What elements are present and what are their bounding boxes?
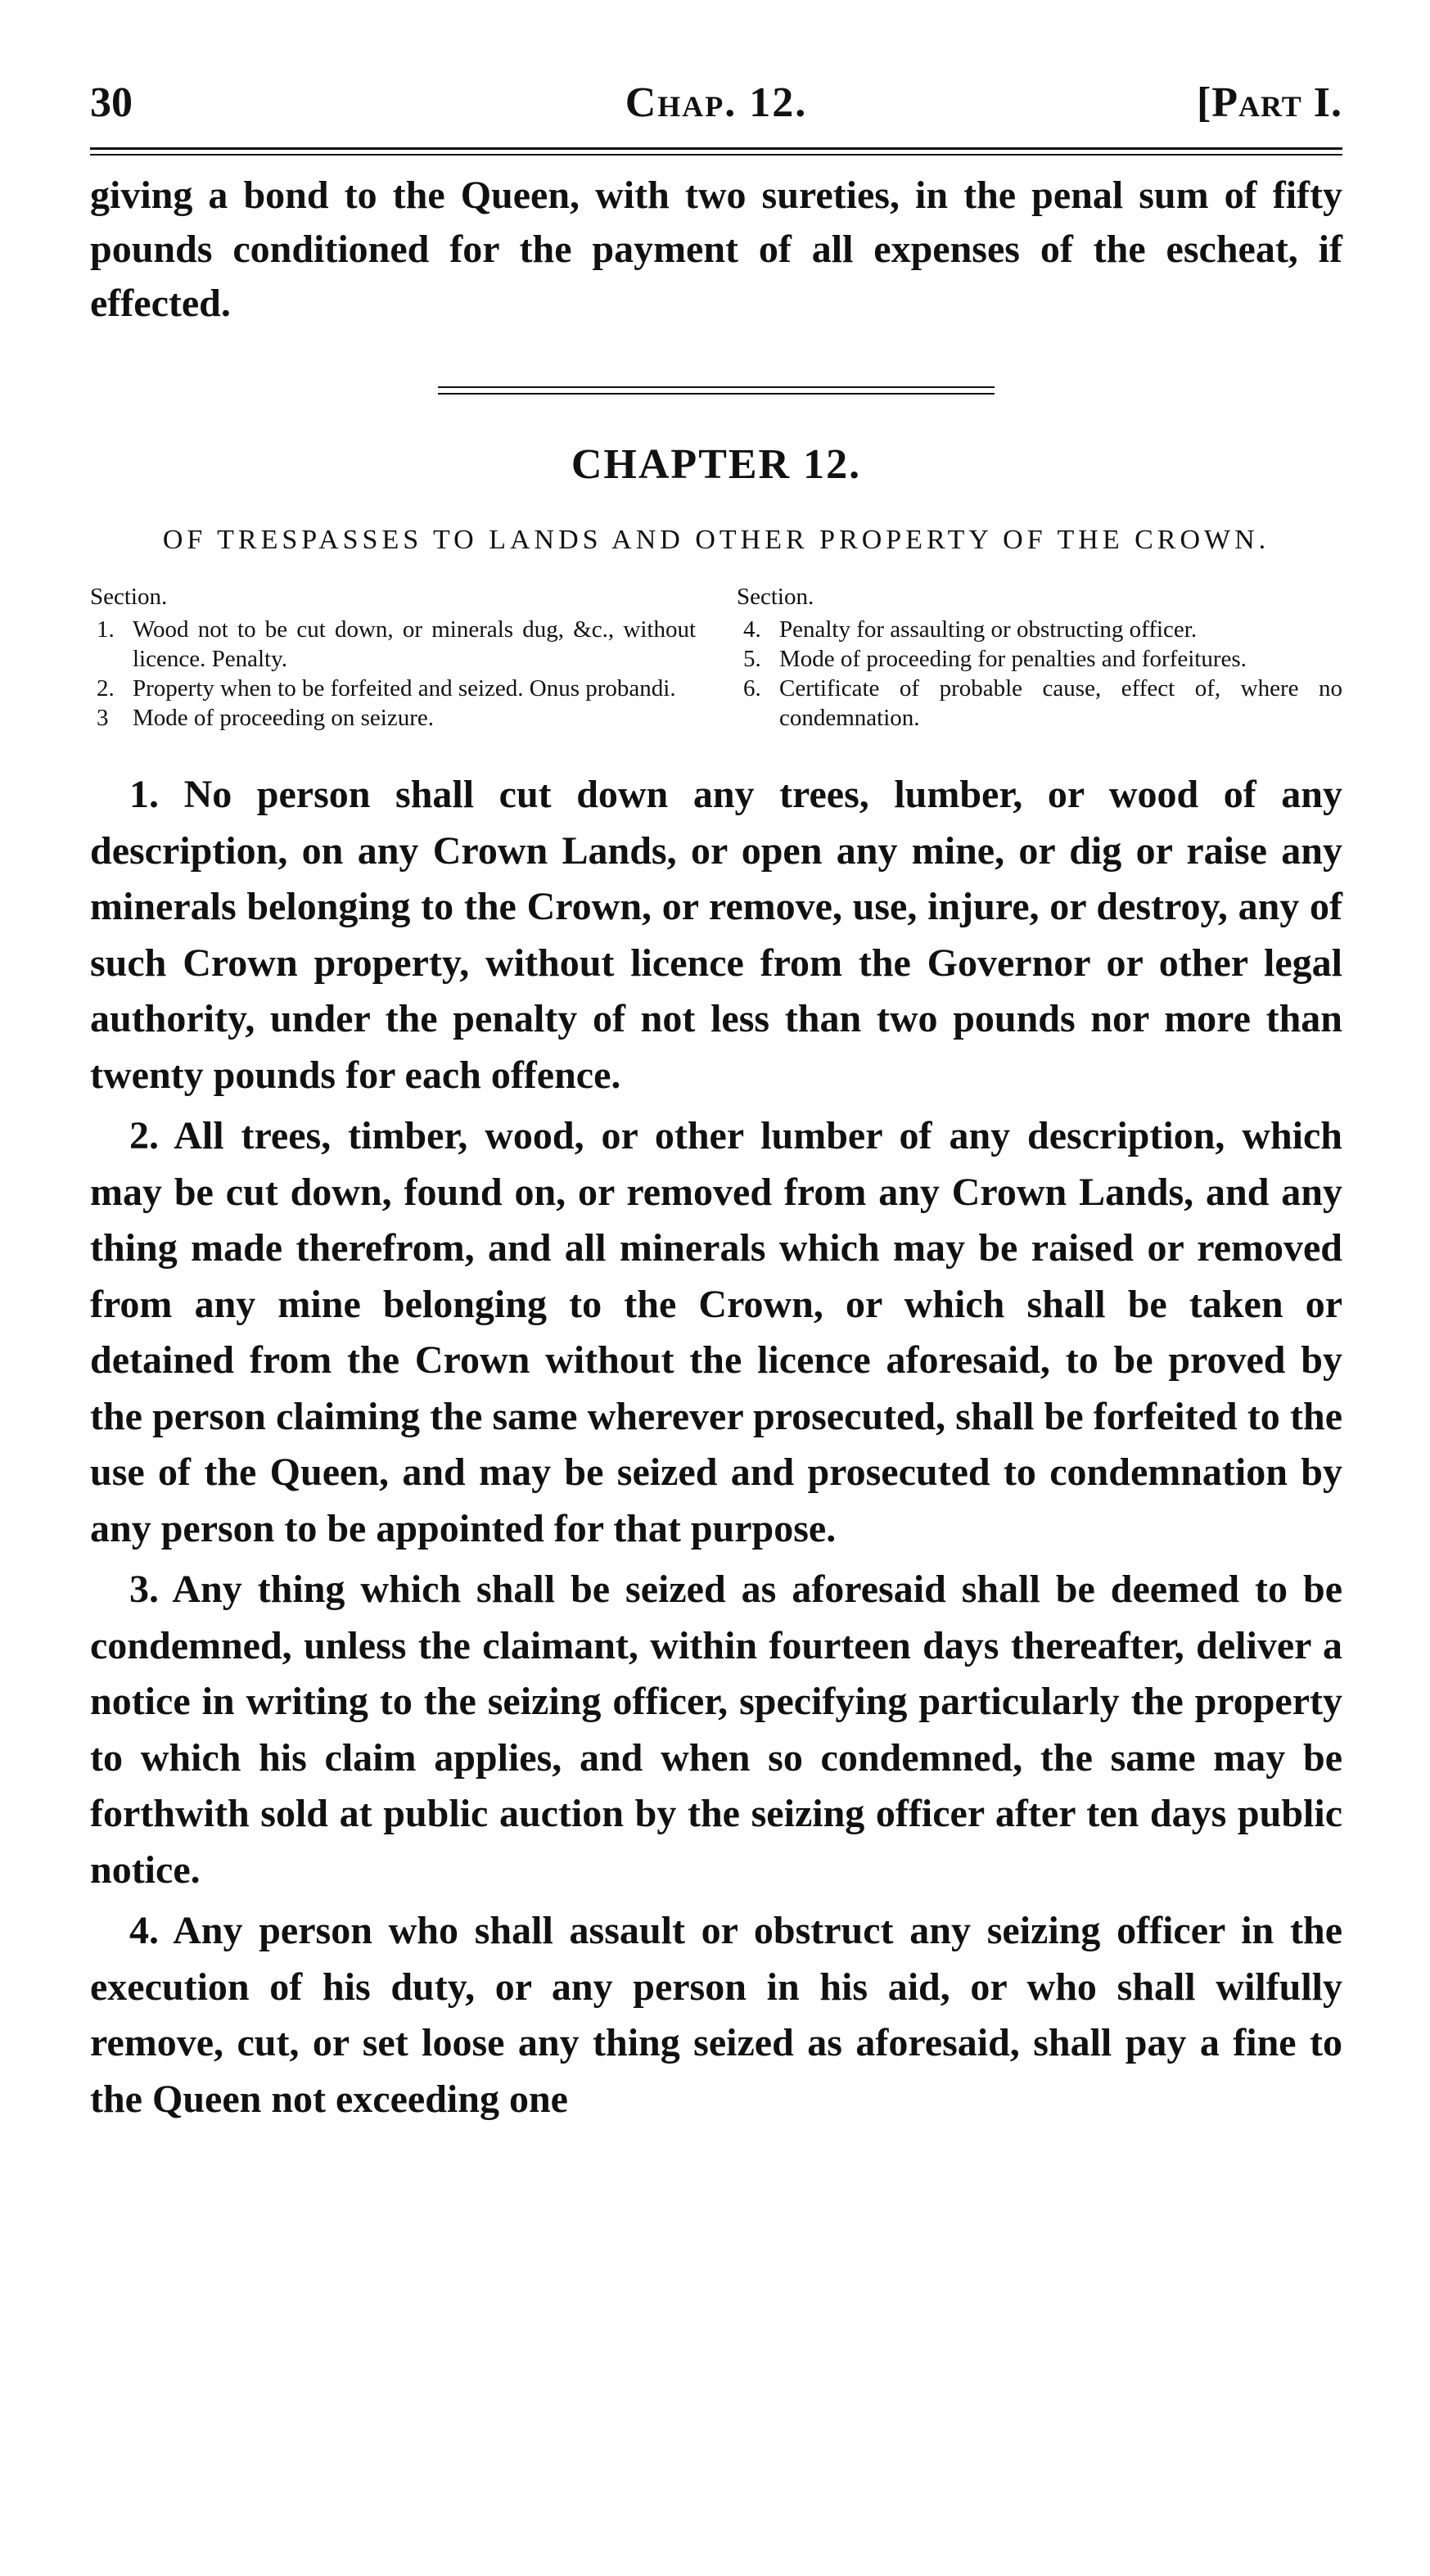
section-paragraph-3: 3. Any thing which shall be seized as aforesaid shall be deemed to be condemned, unless the claimant, within fourteen days thereafter, deliver a notice in writing to the seizing officer, specifying particularly the property to which his claim applies, and when so condemned, the same may be forthwith sold at public auction by the seizing officer after ten days public notice. — [90, 1568, 1342, 1892]
chapter-separator-rule — [438, 386, 995, 395]
section-synopsis — [90, 582, 1342, 733]
synopsis-entry-number: 5. — [743, 646, 761, 672]
synopsis-entry-text: Penalty for assaulting or obstructing officer. — [779, 616, 1198, 643]
synopsis-entry — [737, 674, 1342, 733]
book-page — [90, 79, 1342, 2132]
synopsis-heading: Section. — [737, 584, 814, 610]
synopsis-right-column — [737, 582, 1342, 733]
section-paragraph-4: 4. Any person who shall assault or obstruct any seizing officer in the execution of his duty, or any person in his aid, or who shall wilfully remove, cut, or set loose any thing seized as aforesaid, shall pay a fine to the Queen not exceeding one — [90, 1909, 1342, 2121]
section-paragraph-2: 2. All trees, timber, wood, or other lumber of any description, which may be cut down, found on, or removed from any Crown Lands, and any thing made therefrom, and all minerals which may be raised or removed from any mine belonging to the Crown, or which shall be taken or detained from the Crown without the licence aforesaid, to be proved by the person claiming the same wherever prosecuted, shall be forfeited to the use of the Queen, and may be seized and prosecuted to condemnation by any person to be appointed for that purpose. — [90, 1114, 1342, 1550]
page-number: 30 — [90, 79, 133, 126]
continuation-paragraph: giving a bond to the Queen, with two sureties, in the penal sum of fifty pounds conditioned for the payment of all expenses of the escheat, if effected. — [90, 174, 1342, 325]
synopsis-entry — [737, 644, 1342, 674]
synopsis-entry-text: Mode of proceeding for penalties and forfeitures. — [779, 646, 1247, 672]
section-paragraph-1: 1. No person shall cut down any trees, lumber, or wood of any description, on any Crown Lands, or open any mine, or dig or raise any minerals belonging to the Crown, or remove, use, injure, or destroy, any of such Crown property, without licence from the Governor or other legal authority, under the penalty of not less than two pounds nor more than twenty pounds for each offence. — [90, 773, 1342, 1097]
synopsis-entry-number: 6. — [743, 675, 761, 702]
synopsis-entry — [90, 615, 696, 674]
synopsis-entry-number: 4. — [743, 616, 761, 643]
synopsis-entry — [90, 674, 696, 703]
running-head-chapter: Chap. 12. — [625, 79, 808, 126]
synopsis-entry — [90, 703, 696, 733]
running-head-part: [Part I. — [1196, 79, 1342, 126]
synopsis-entry — [737, 615, 1342, 644]
synopsis-entry-number: 2. — [97, 675, 115, 702]
synopsis-heading: Section. — [90, 584, 168, 610]
synopsis-entry-text: Certificate of probable cause, effect of, where no condemnation. — [779, 675, 1342, 731]
chapter-title: CHAPTER 12. — [571, 441, 862, 488]
synopsis-left-column — [90, 582, 696, 733]
running-head — [90, 79, 1342, 136]
synopsis-entry-number: 1. — [97, 616, 115, 643]
synopsis-entry-text: Mode of proceeding on seizure. — [133, 705, 435, 731]
chapter-subtitle: OF TRESPASSES TO LANDS AND OTHER PROPERTY OF THE CROWN. — [162, 525, 1270, 555]
synopsis-entry-text: Property when to be forfeited and seized. Onus probandi. — [133, 675, 676, 702]
chapter-sections — [90, 767, 1342, 2127]
synopsis-entry-number: 3 — [97, 705, 109, 731]
synopsis-entry-text: Wood not to be cut down, or minerals dug, &c., without licence. Penalty. — [133, 616, 696, 672]
header-rule — [90, 147, 1342, 156]
